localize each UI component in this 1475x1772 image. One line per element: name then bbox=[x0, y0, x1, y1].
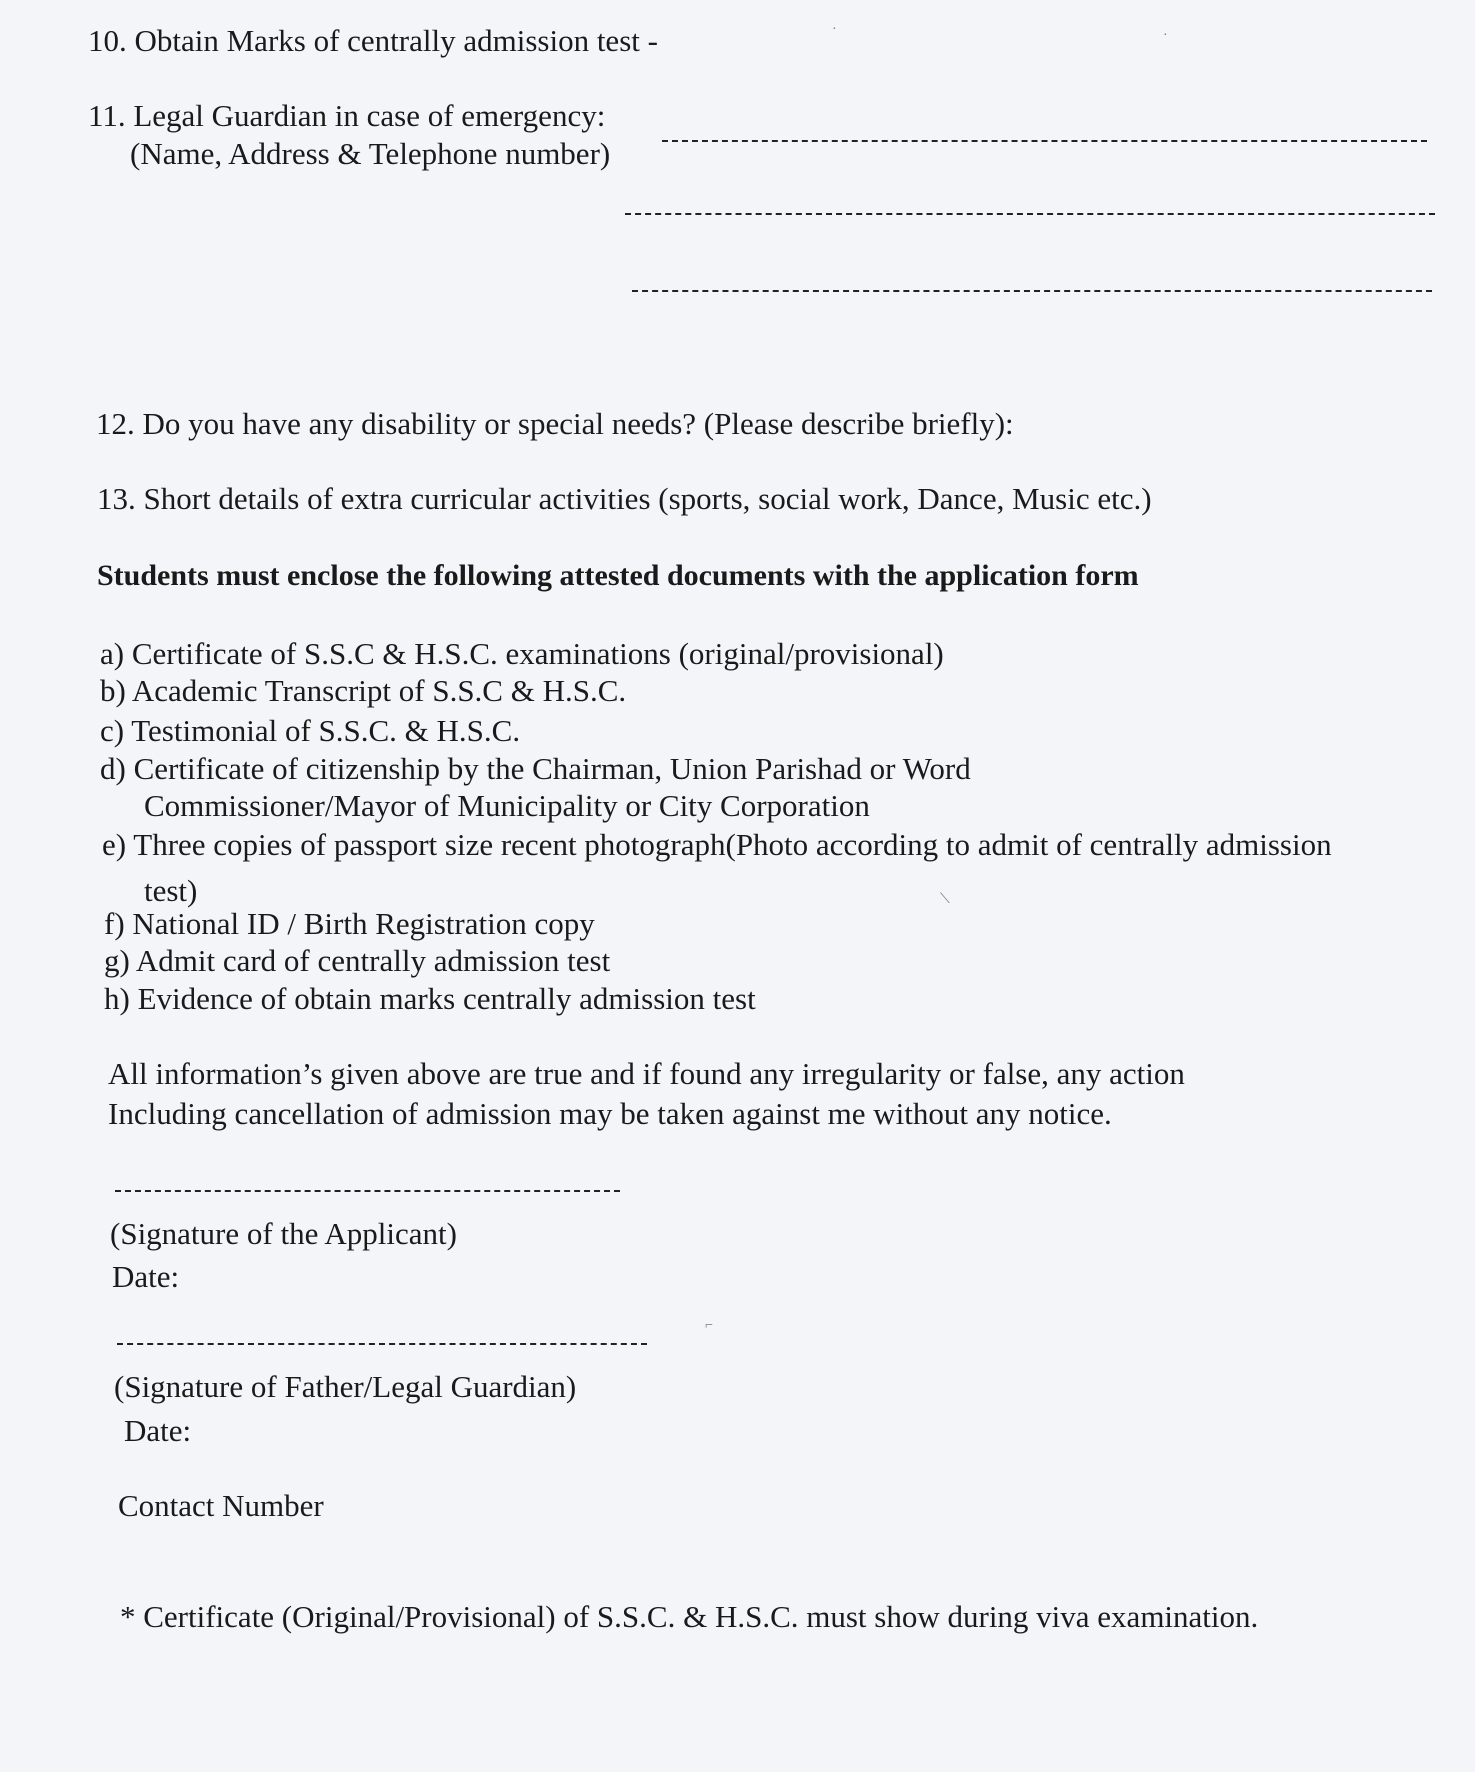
document-item-g: g) Admit card of centrally admission test bbox=[104, 943, 611, 978]
document-item-d: d) Certificate of citizenship by the Chairman, Union Parishad or Word bbox=[100, 751, 971, 786]
document-item-f: f) National ID / Birth Registration copy bbox=[104, 906, 595, 941]
applicant-signature-label: (Signature of the Applicant) bbox=[110, 1216, 457, 1251]
guardian-line-2 bbox=[625, 213, 1435, 215]
guardian-signature-label: (Signature of Father/Legal Guardian) bbox=[114, 1369, 577, 1404]
document-item-e-continuation: test) bbox=[144, 873, 198, 908]
scan-speck: ⌐ bbox=[705, 1318, 713, 1333]
item-13-extracurricular: 13. Short details of extra curricular activities (sports, social work, Dance, Music etc.) bbox=[97, 481, 1152, 516]
contact-number-label: Contact Number bbox=[118, 1488, 324, 1523]
item-12-disability: 12. Do you have any disability or special needs? (Please describe briefly): bbox=[96, 406, 1014, 441]
applicant-signature-line bbox=[115, 1190, 620, 1192]
declaration-line-1: All information’s given above are true and if found any irregularity or false, any action bbox=[108, 1056, 1185, 1091]
applicant-date-label: Date: bbox=[112, 1259, 180, 1294]
document-item-d-continuation: Commissioner/Mayor of Municipality or City Corporation bbox=[144, 788, 870, 823]
guardian-signature-line bbox=[117, 1343, 647, 1345]
guardian-date-label: Date: bbox=[124, 1413, 192, 1448]
scan-speck: · bbox=[1163, 28, 1168, 43]
guardian-line-3 bbox=[632, 290, 1432, 292]
document-item-b: b) Academic Transcript of S.S.C & H.S.C. bbox=[100, 673, 627, 708]
item-11-legal-guardian: 11. Legal Guardian in case of emergency: bbox=[88, 98, 606, 133]
item-10-obtain-marks: 10. Obtain Marks of centrally admission test - bbox=[88, 23, 658, 58]
document-item-a: a) Certificate of S.S.C & H.S.C. examinations (original/provisional) bbox=[100, 636, 944, 671]
item-11-guardian-details-label: (Name, Address & Telephone number) bbox=[130, 136, 611, 171]
guardian-line-1 bbox=[662, 140, 1427, 142]
scan-speck: ⟍ bbox=[940, 892, 950, 907]
scan-speck: · bbox=[832, 22, 837, 37]
document-item-c: c) Testimonial of S.S.C. & H.S.C. bbox=[100, 713, 521, 748]
footnote: * Certificate (Original/Provisional) of S.S.C. & H.S.C. must show during viva examination. bbox=[120, 1599, 1259, 1634]
document-item-h: h) Evidence of obtain marks centrally admission test bbox=[104, 981, 756, 1016]
declaration-line-2: Including cancellation of admission may be taken against me without any notice. bbox=[108, 1096, 1112, 1131]
documents-heading: Students must enclose the following attested documents with the application form bbox=[97, 559, 1139, 592]
document-item-e: e) Three copies of passport size recent photograph(Photo according to admit of centrally admission bbox=[102, 827, 1332, 862]
